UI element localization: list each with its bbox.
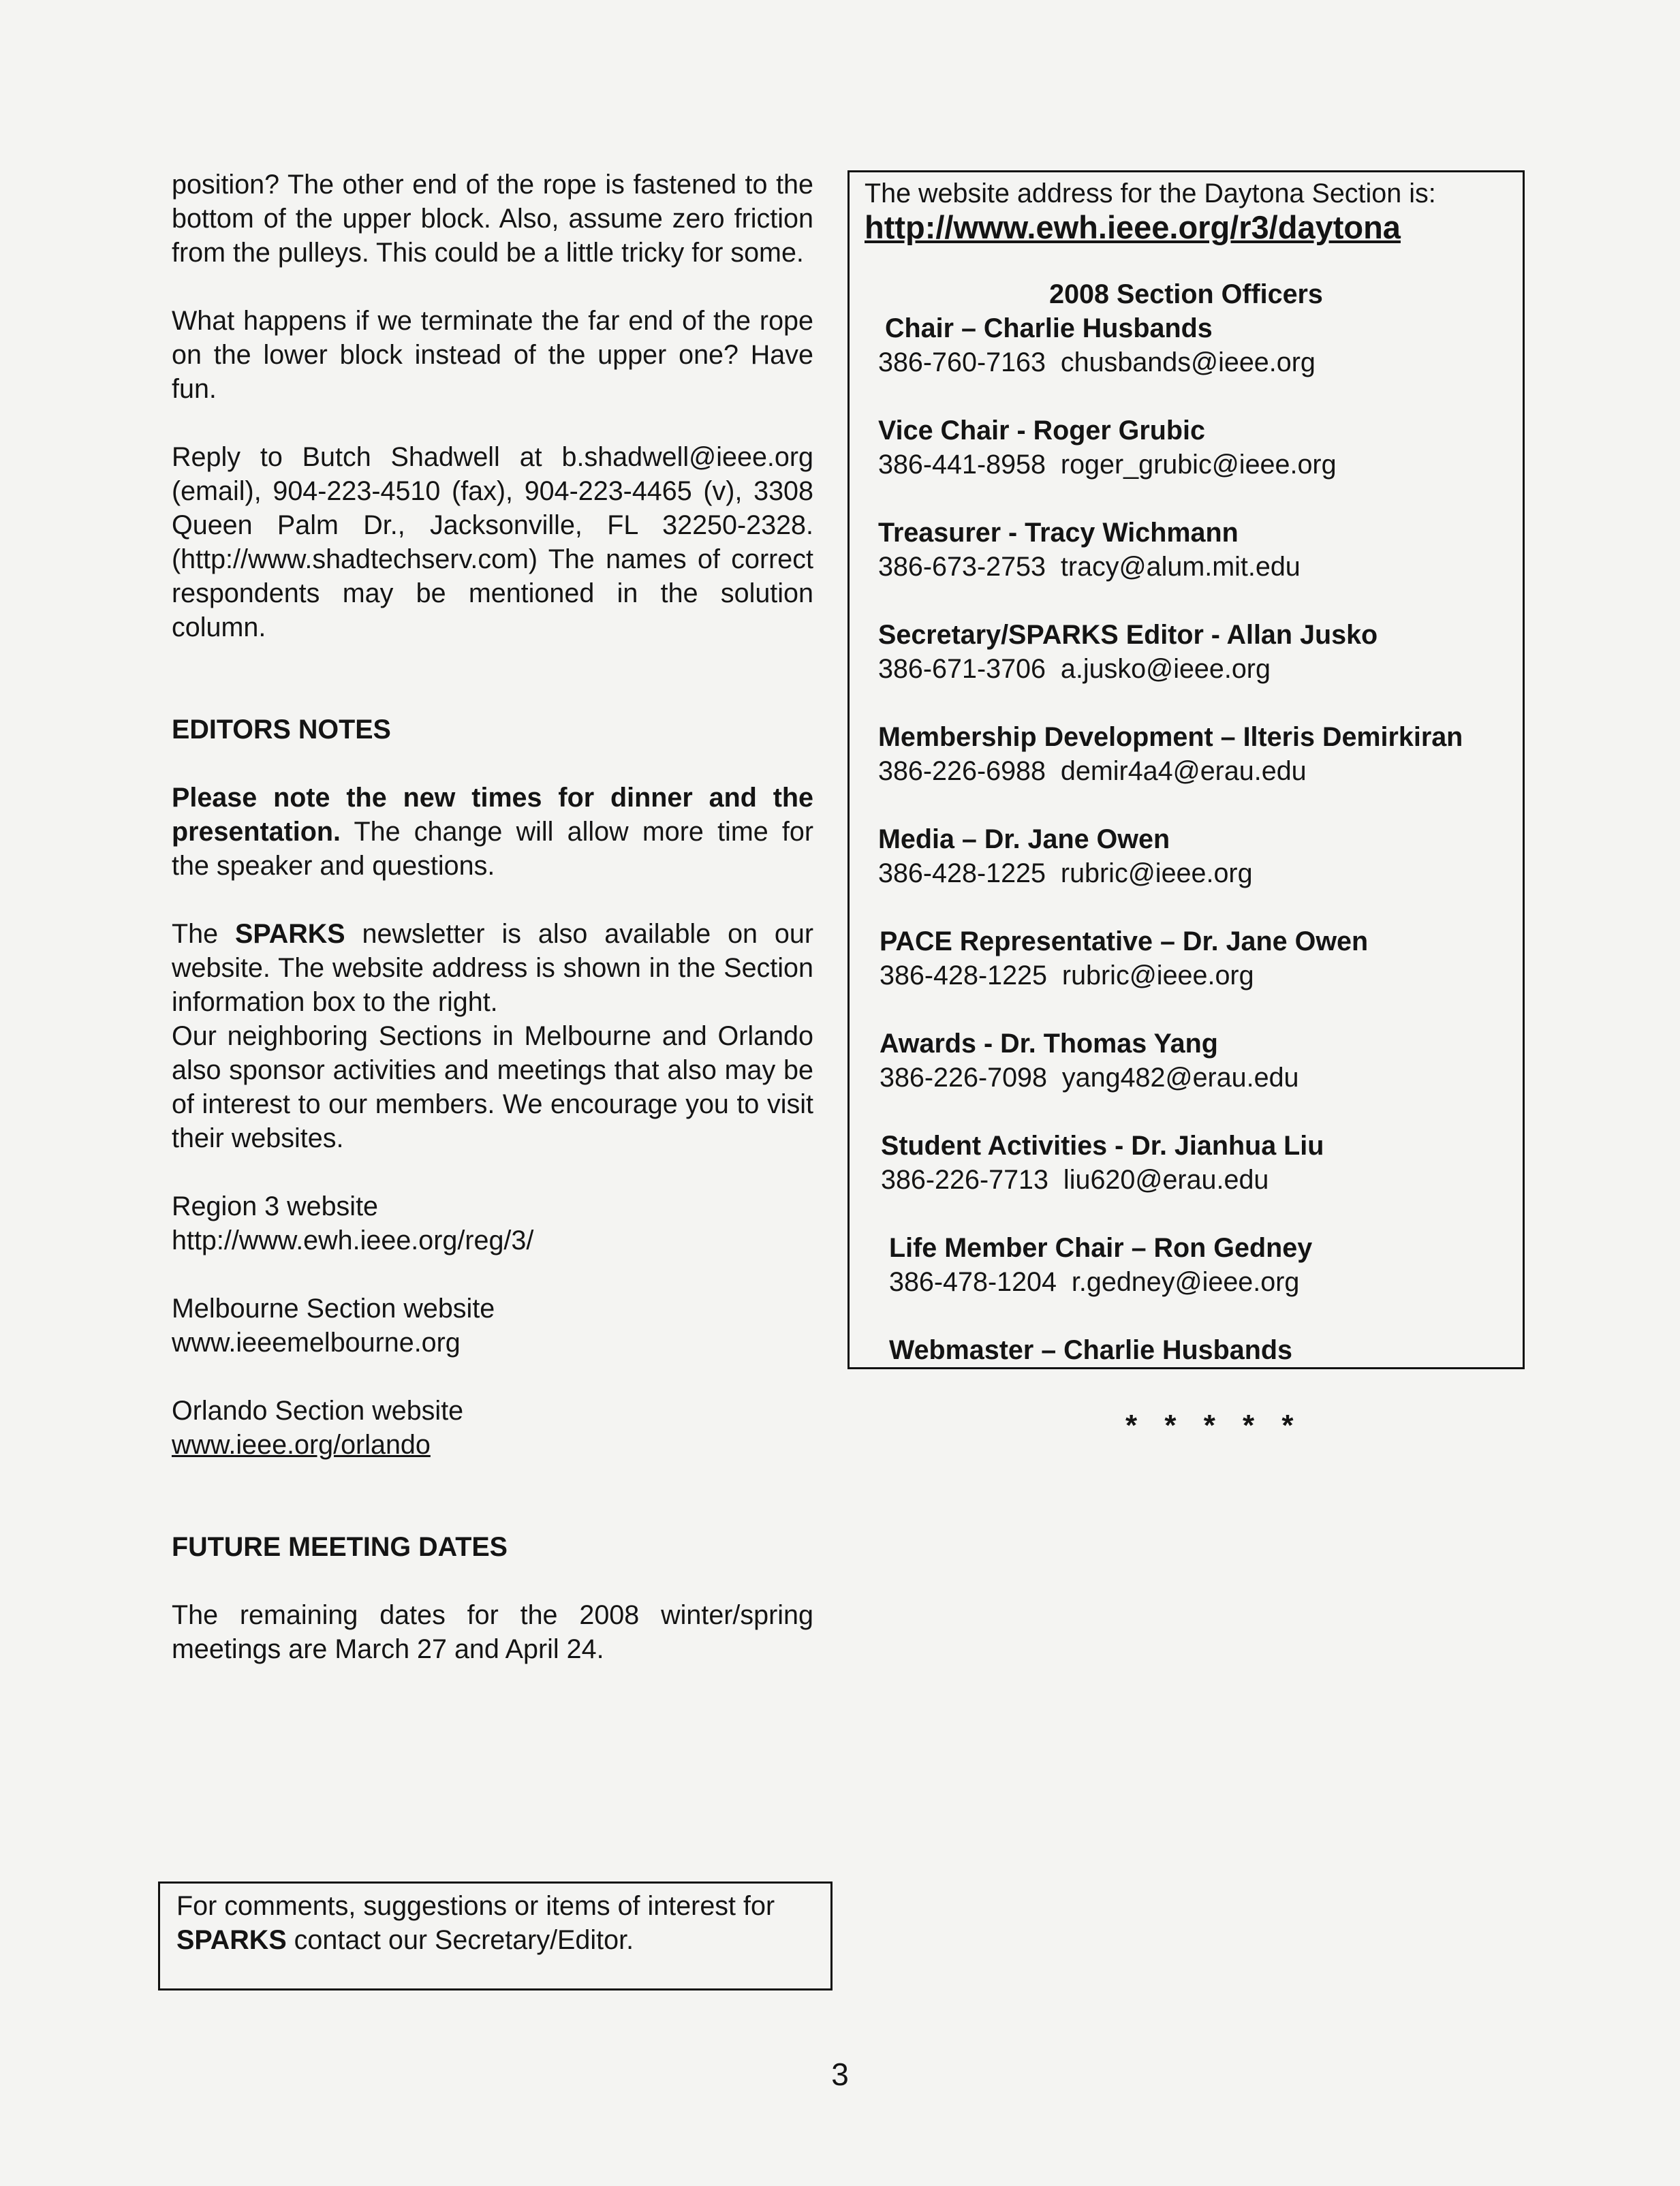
officer-contact: 386-673-2753 tracy@alum.mit.edu xyxy=(878,552,1301,582)
comments-box xyxy=(158,1881,833,1990)
melbourne-label: Melbourne Section website xyxy=(172,1294,495,1324)
puzzle-paragraph-1: position? The other end of the rope is fastened to the bottom of the upper block. Also, assume zero friction from the pulleys. This could be a little tricky for some. xyxy=(172,170,813,268)
officer-name: Media – Dr. Jane Owen xyxy=(878,824,1170,854)
officer-contact: 386-760-7163 chusbands@ieee.org xyxy=(878,347,1316,377)
website-intro: The website address for the Daytona Section is: xyxy=(865,178,1436,208)
officer-vice-chair xyxy=(878,413,1337,482)
officer-treasurer xyxy=(878,516,1301,584)
puzzle-paragraph-2: What happens if we terminate the far end of the rope on the lower block instead of the upper one? Have fun. xyxy=(172,306,813,404)
officer-name: PACE Representative – Dr. Jane Owen xyxy=(880,926,1369,956)
officer-pace xyxy=(880,924,1368,993)
officer-name: Webmaster – Charlie Husbands xyxy=(889,1335,1292,1365)
officer-membership xyxy=(878,720,1463,788)
officer-name: Secretary/SPARKS Editor - Allan Jusko xyxy=(878,620,1378,650)
officer-name: Awards - Dr. Thomas Yang xyxy=(880,1029,1218,1059)
officer-contact: 386-478-1204 r.gedney@ieee.org xyxy=(889,1267,1300,1297)
officer-contact: 386-428-1225 rubric@ieee.org xyxy=(880,961,1254,990)
section-info-box xyxy=(847,170,1525,1369)
officer-contact: 386-226-6988 demir4a4@erau.edu xyxy=(878,756,1307,786)
notes-paragraph xyxy=(172,781,813,883)
notes-bold-text: Please note the new times for dinner and the presentation. xyxy=(172,783,813,847)
officer-life-member xyxy=(889,1231,1312,1299)
region-url[interactable]: http://www.ewh.ieee.org/reg/3/ xyxy=(172,1225,534,1255)
reply-paragraph: Reply to Butch Shadwell at b.shadwell@ieee.org (email), 904-223-4510 (fax), 904-223-4465 (v), 3308 Queen Palm Dr., Jacksonville, FL 32250-2328. (http://www.shadtechserv.com) The names of correct respondents may be mentioned in the solution column. xyxy=(172,442,813,642)
comments-line-1: For comments, suggestions or items of interest for xyxy=(176,1891,775,1921)
officer-name: Vice Chair - Roger Grubic xyxy=(878,416,1205,446)
officer-contact: 386-441-8958 roger_grubic@ieee.org xyxy=(878,450,1337,480)
officer-name: Student Activities - Dr. Jianhua Liu xyxy=(881,1131,1324,1161)
orlando-url[interactable]: www.ieee.org/orlando xyxy=(172,1430,431,1460)
orlando-label: Orlando Section website xyxy=(172,1396,464,1426)
officer-name: Chair – Charlie Husbands xyxy=(885,313,1213,343)
section-separator: * * * * * xyxy=(1125,1409,1303,1442)
officer-chair xyxy=(885,311,1213,345)
officer-name: Membership Development – Ilteris Demirkiran xyxy=(878,722,1463,752)
officer-contact: 386-428-1225 rubric@ieee.org xyxy=(878,858,1253,888)
officer-media xyxy=(878,822,1253,890)
officer-name: Treasurer - Tracy Wichmann xyxy=(878,518,1239,548)
officer-student-activities xyxy=(881,1129,1324,1197)
officer-chair-contact xyxy=(878,345,1316,379)
left-column xyxy=(172,168,813,1666)
officer-name: Life Member Chair – Ron Gedney xyxy=(889,1233,1313,1263)
sparks-word: SPARKS xyxy=(176,1925,287,1955)
officer-secretary xyxy=(878,618,1378,686)
officers-title: 2008 Section Officers xyxy=(1049,279,1323,309)
daytona-website-link[interactable]: http://www.ewh.ieee.org/r3/daytona xyxy=(865,209,1401,245)
officer-awards xyxy=(880,1027,1299,1095)
officer-contact: 386-226-7098 yang482@erau.edu xyxy=(880,1063,1299,1093)
comments-line-2 xyxy=(176,1923,814,1957)
sparks-word: SPARKS xyxy=(234,919,345,949)
officer-webmaster xyxy=(889,1333,1292,1367)
officer-contact: 386-226-7713 liu620@erau.edu xyxy=(881,1165,1269,1195)
editors-notes-heading: EDITORS NOTES xyxy=(172,715,391,745)
sparks-paragraph xyxy=(172,917,813,1019)
sparks-pre-text: The xyxy=(172,919,235,949)
future-meetings-heading: FUTURE MEETING DATES xyxy=(172,1532,508,1562)
comments-line-2-rest: contact our Secretary/Editor. xyxy=(286,1925,634,1955)
page-number: 3 xyxy=(831,2057,849,2092)
neighbors-paragraph: Our neighboring Sections in Melbourne and Orlando also sponsor activities and meetings that also may be of interest to our members. We encourage you to visit their websites. xyxy=(172,1021,813,1153)
region-label: Region 3 website xyxy=(172,1191,379,1221)
officer-contact: 386-671-3706 a.jusko@ieee.org xyxy=(878,654,1271,684)
future-meetings-text: The remaining dates for the 2008 winter/spring meetings are March 27 and April 24. xyxy=(172,1600,813,1664)
sparks-post-text: newsletter is also available on our website. The website address is shown in the Section information box to the right. xyxy=(172,919,813,1017)
notes-rest-text: The change will allow more time for the speaker and questions. xyxy=(172,817,813,881)
melbourne-url[interactable]: www.ieeemelbourne.org xyxy=(172,1328,461,1358)
